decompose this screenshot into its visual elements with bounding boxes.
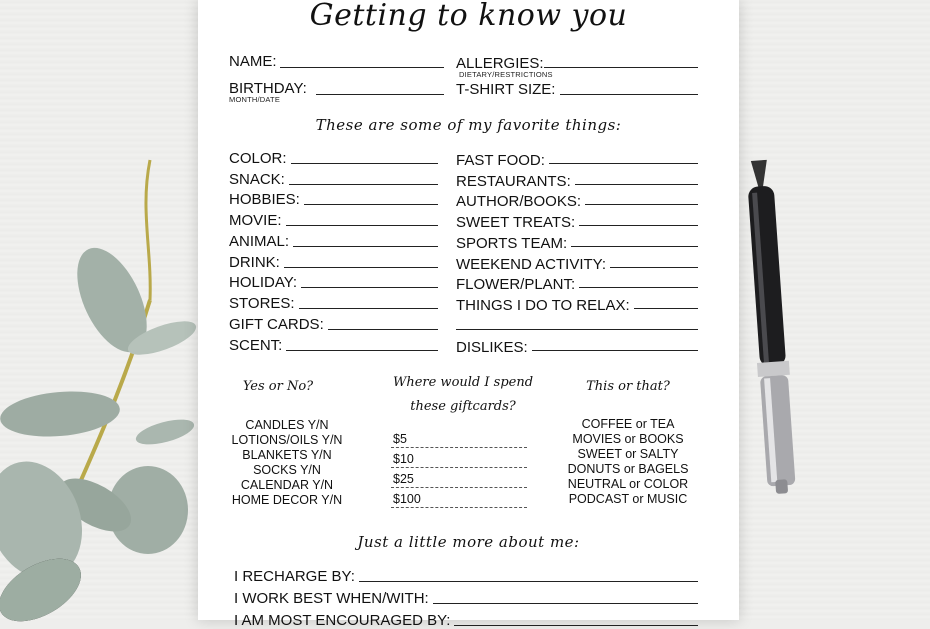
- more-heading: Just a little more about me:: [357, 533, 580, 551]
- favorite-label-right: FLOWER/PLANT:: [456, 276, 576, 293]
- favorite-label-right: AUTHOR/BOOKS:: [456, 193, 582, 210]
- favorite-field-right[interactable]: [456, 329, 698, 330]
- allergies-field[interactable]: [544, 67, 698, 68]
- favorite-field-left[interactable]: [284, 267, 438, 268]
- favorite-field-right[interactable]: [579, 287, 698, 288]
- favorite-field-left[interactable]: [286, 225, 438, 226]
- favorite-label-left: MOVIE:: [229, 212, 282, 229]
- favorite-label-left: SNACK:: [229, 171, 285, 188]
- favorite-field-right[interactable]: [571, 246, 698, 247]
- giftcard-field[interactable]: [391, 467, 527, 468]
- allergies-label: ALLERGIES:: [456, 55, 544, 72]
- favorite-label-right: RESTAURANTS:: [456, 173, 571, 190]
- favorite-field-right[interactable]: [575, 184, 698, 185]
- this-or-that-item: SWEET or SALTY: [577, 447, 679, 461]
- yes-no-item: BLANKETS Y/N: [242, 448, 332, 462]
- favorite-label-right: SWEET TREATS:: [456, 214, 576, 231]
- favorite-label-right: THINGS I DO TO RELAX:: [456, 297, 630, 314]
- birthday-field[interactable]: [316, 94, 444, 95]
- more-about-label: I RECHARGE BY:: [234, 568, 355, 585]
- favorite-field-left[interactable]: [289, 184, 438, 185]
- favorite-field-right[interactable]: [549, 163, 698, 164]
- yes-no-item: LOTIONS/OILS Y/N: [231, 433, 343, 447]
- name-field[interactable]: [280, 67, 444, 68]
- favorite-field-right[interactable]: [585, 204, 698, 205]
- tshirt-field[interactable]: [560, 94, 698, 95]
- more-about-label: I AM MOST ENCOURAGED BY:: [234, 612, 451, 629]
- favorite-field-left[interactable]: [299, 308, 438, 309]
- more-about-label: I WORK BEST WHEN/WITH:: [234, 590, 429, 607]
- favorite-label-right: DISLIKES:: [456, 339, 528, 356]
- birthday-hint: MONTH/DATE: [229, 95, 281, 104]
- giftcard-amount: $100: [393, 492, 421, 506]
- giftcard-amount: $10: [393, 452, 414, 466]
- favorite-label-left: ANIMAL:: [229, 233, 290, 250]
- favorite-field-left[interactable]: [304, 204, 438, 205]
- favorite-label-left: SCENT:: [229, 337, 283, 354]
- yes-no-item: SOCKS Y/N: [253, 463, 321, 477]
- more-about-field[interactable]: [359, 581, 698, 582]
- this-or-that-item: COFFEE or TEA: [581, 417, 675, 431]
- giftcards-heading-line1: Where would I spend: [392, 375, 534, 390]
- favorite-field-left[interactable]: [301, 287, 438, 288]
- favorite-field-right[interactable]: [579, 225, 698, 226]
- favorite-label-left: GIFT CARDS:: [229, 316, 324, 333]
- favorite-label-left: HOBBIES:: [229, 191, 300, 208]
- this-or-that-item: NEUTRAL or COLOR: [567, 477, 689, 491]
- favorite-label-right: WEEKEND ACTIVITY:: [456, 256, 607, 273]
- favorite-field-left[interactable]: [293, 246, 438, 247]
- page-title: Getting to know you: [309, 0, 628, 33]
- giftcards-heading-line2: these giftcards?: [410, 399, 516, 414]
- favorite-field-left[interactable]: [291, 163, 438, 164]
- this-or-that-item: DONUTS or BAGELS: [567, 462, 689, 476]
- form-sheet: [198, 0, 739, 629]
- favorite-field-left[interactable]: [286, 350, 438, 351]
- favorite-label-left: HOLIDAY:: [229, 274, 298, 291]
- this-or-that-item: MOVIES or BOOKS: [572, 432, 684, 446]
- favorite-label-right: FAST FOOD:: [456, 152, 545, 169]
- name-label: NAME:: [229, 53, 277, 70]
- birthday-label: BIRTHDAY:: [229, 80, 307, 97]
- favorites-heading: These are some of my favorite things:: [315, 116, 622, 134]
- favorite-field-right[interactable]: [634, 308, 698, 309]
- giftcard-amount: $25: [393, 472, 414, 486]
- allergies-hint: DIETARY/RESTRICTIONS: [459, 70, 553, 79]
- favorite-label-left: STORES:: [229, 295, 295, 312]
- more-about-field[interactable]: [433, 603, 698, 604]
- tshirt-label: T-SHIRT SIZE:: [456, 81, 556, 98]
- yes-no-item: HOME DECOR Y/N: [231, 493, 343, 507]
- favorite-label-left: COLOR:: [229, 150, 287, 167]
- giftcard-field[interactable]: [391, 487, 527, 488]
- favorite-label-left: DRINK:: [229, 254, 280, 271]
- yes-no-item: CALENDAR Y/N: [240, 478, 334, 492]
- yes-no-item: CANDLES Y/N: [245, 418, 329, 432]
- more-about-field[interactable]: [454, 625, 698, 626]
- favorite-field-right[interactable]: [610, 267, 698, 268]
- giftcard-field[interactable]: [391, 447, 527, 448]
- yes-no-heading: Yes or No?: [242, 379, 314, 394]
- favorite-field-left[interactable]: [328, 329, 438, 330]
- this-or-that-heading: This or that?: [586, 379, 670, 394]
- favorite-label-right: SPORTS TEAM:: [456, 235, 568, 252]
- giftcard-field[interactable]: [391, 507, 527, 508]
- giftcard-amount: $5: [393, 432, 407, 446]
- this-or-that-item: PODCAST or MUSIC: [568, 492, 688, 506]
- favorite-field-right[interactable]: [532, 350, 698, 351]
